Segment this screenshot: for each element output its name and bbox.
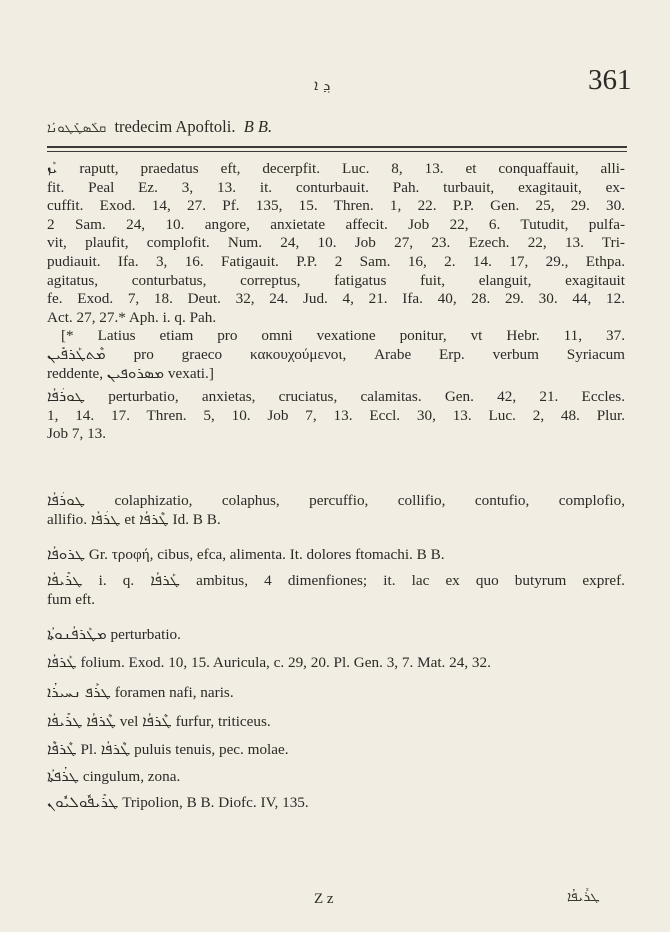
top-entry-source: B B.: [243, 117, 273, 136]
entry-line: fe. Exod. 7, 18. Deut. 32, 24. Jud. 4, 21. Ifa. 40, 28. 29. 30. 44, 12.: [47, 290, 625, 308]
signature-mark: ܕ݂ ܐ: [314, 76, 331, 94]
entry-line: fum eft.: [47, 590, 96, 608]
entry-tripolion: ܛܪܺܝܦܽܘܠܝܽܘܢ Tripolion, B B. Diofc. IV, 135.: [47, 794, 309, 811]
note-line: [* Latius etiam pro omni vexatione ponitur, vt Hebr. 11, 37.: [61, 327, 625, 345]
entry-line: ܛܘܪܳܦܳܐ colaphizatio, colaphus, percuffio, collifio, contufio, complofio,: [47, 492, 625, 509]
entry-puluis: ܛܶܪܦܶܐ Pl. ܛܶܪܦܳܐ puluis tenuis, pec. molae.: [47, 741, 289, 758]
entry-line: ܛܪܺܝܦܳܐ i. q. ܛܰܪܦܳܐ ambitus, 4 dimenfiones; it. lac ex quo butyrum expref.: [47, 572, 625, 589]
entry-cibus: ܛܪܘܦܳܐ Gr. τροφή, cibus, efca, alimenta. It. dolores ftomachi. B B.: [47, 546, 445, 563]
top-entry: [47, 117, 272, 137]
entry-line: Act. 27, 27.* Aph. i. q. Pah.: [47, 308, 217, 326]
note-line: reddente, ܡܣܪܘܦܝܢ vexati.]: [47, 364, 214, 382]
footer-signature: Z z: [314, 891, 334, 907]
note-line: ܡܶܬܛܰܪܦܺܝܢ pro graeco κακουχούμενοι, Arabe Erp. verbum Syriacum: [47, 345, 625, 363]
entry-perturbatio-2: ܡܛܰܪܦܳܢܘܬܳܐ perturbatio.: [47, 626, 181, 643]
header-rule-thin: [47, 151, 627, 152]
entry-line: ܛܘܪܳܦܳܐ perturbatio, anxietas, cruciatus, calamitas. Gen. 42, 21. Eccles.: [47, 388, 625, 405]
entry-colaphizatio: [47, 492, 625, 529]
entry-folium: ܛܰܪܦܳܐ folium. Exod. 10, 15. Auricula, c. 29, 20. Pl. Gen. 3, 7. Mat. 24, 32.: [47, 654, 491, 671]
entry-line: vit, plaufit, complofit. Num. 24, 10. Job 27, 23. Ezech. 22, 13. Tri-: [47, 234, 625, 252]
top-entry-latin: tredecim Apoftoli.: [114, 117, 236, 136]
catchword: ܛܪܺܝܦܳܐ: [567, 889, 600, 905]
entry-rapuit: [47, 160, 625, 383]
entry-line: Job 7, 13.: [47, 425, 107, 443]
entry-perturbatio: [47, 388, 625, 444]
entry-line: fit. Peal Ez. 3, 13. it. conturbauit. Pah. turbauit, exagitauit, ex-: [47, 178, 625, 196]
top-entry-syriac: ܩܠܰܣܛܺܛܘܢܰܐ: [47, 121, 107, 136]
entry-line: 1, 14. 17. Thren. 5, 10. Job 7, 13. Eccl. 30, 13. Luc. 2, 48. Plur.: [47, 406, 625, 424]
entry-line: pudiauit. Ifa. 3, 16. Fatigauit. P.P. 2 Sam. 16, 2. 14. 17, 29., Ethpa.: [47, 252, 625, 270]
entry-line: ܝܰܙ raputt, praedatus eft, decerpfit. Luc. 8, 13. et conquaffauit, alli-: [47, 160, 625, 177]
entry-foramen: ܛܪܰܦ ܢܚܝܪܳܐ foramen nafi, naris.: [47, 684, 234, 701]
entry-cingulum: ܛܪܳܦܬܳܐ cingulum, zona.: [47, 768, 181, 785]
entry-furfur: ܛܶܪܦܳܐ ܛܪܺܝܦܳܐ vel ܛܶܪܦܳܐ furfur, triticeus.: [47, 713, 271, 730]
page-number: 361: [588, 64, 632, 96]
entry-ambitus: [47, 572, 625, 609]
entry-line: 2 Sam. 24, 10. angore, anxietate affecit. Job 22, 6. Tutudit, pulfa-: [47, 215, 625, 233]
entry-line: agitatus, conturbatus, correptus, fatigatus fuit, elanguit, exagitauit: [47, 271, 625, 289]
entry-line: cuffit. Exod. 14, 27. Pf. 135, 15. Thren. 1, 22. P.P. Gen. 25, 29. 30.: [47, 197, 625, 215]
header-rule-thick: [47, 146, 627, 148]
entry-line: allifio. ܛܪܳܦܳܐ et ܛܶܪܦܳܐ Id. B B.: [47, 510, 221, 528]
